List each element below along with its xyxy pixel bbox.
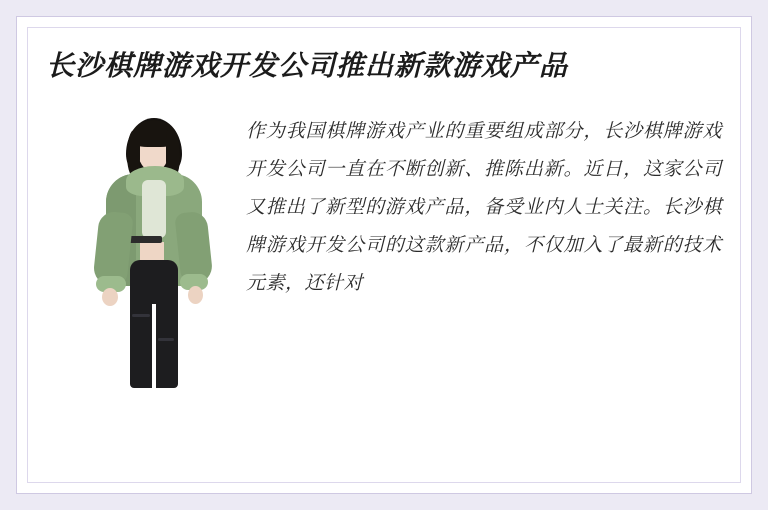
lapel-shape <box>142 180 166 238</box>
article-body-wrapper <box>46 106 722 302</box>
article-paragraph: 作为我国棋牌游戏产业的重要组成部分，长沙棋牌游戏开发公司一直在不断创新、推陈出新。近日，这家公司又推出了新型的游戏产品，备受业内人士关注。长沙棋牌游戏开发公司的这款新产品，不仅加入了最新的技术元素，还针对 <box>246 119 722 294</box>
hand-right-shape <box>188 286 203 304</box>
hand-left-shape <box>102 288 118 306</box>
pants-fold-right <box>158 338 174 341</box>
illustration-canvas <box>78 108 228 390</box>
page-title: 长沙棋牌游戏开发公司推出新款游戏产品 <box>46 49 569 82</box>
pants-fold-left <box>132 314 150 317</box>
pants-gap-shape <box>152 304 156 388</box>
article-card <box>16 16 752 494</box>
article-image <box>78 108 228 390</box>
article-card-inner <box>27 27 741 483</box>
